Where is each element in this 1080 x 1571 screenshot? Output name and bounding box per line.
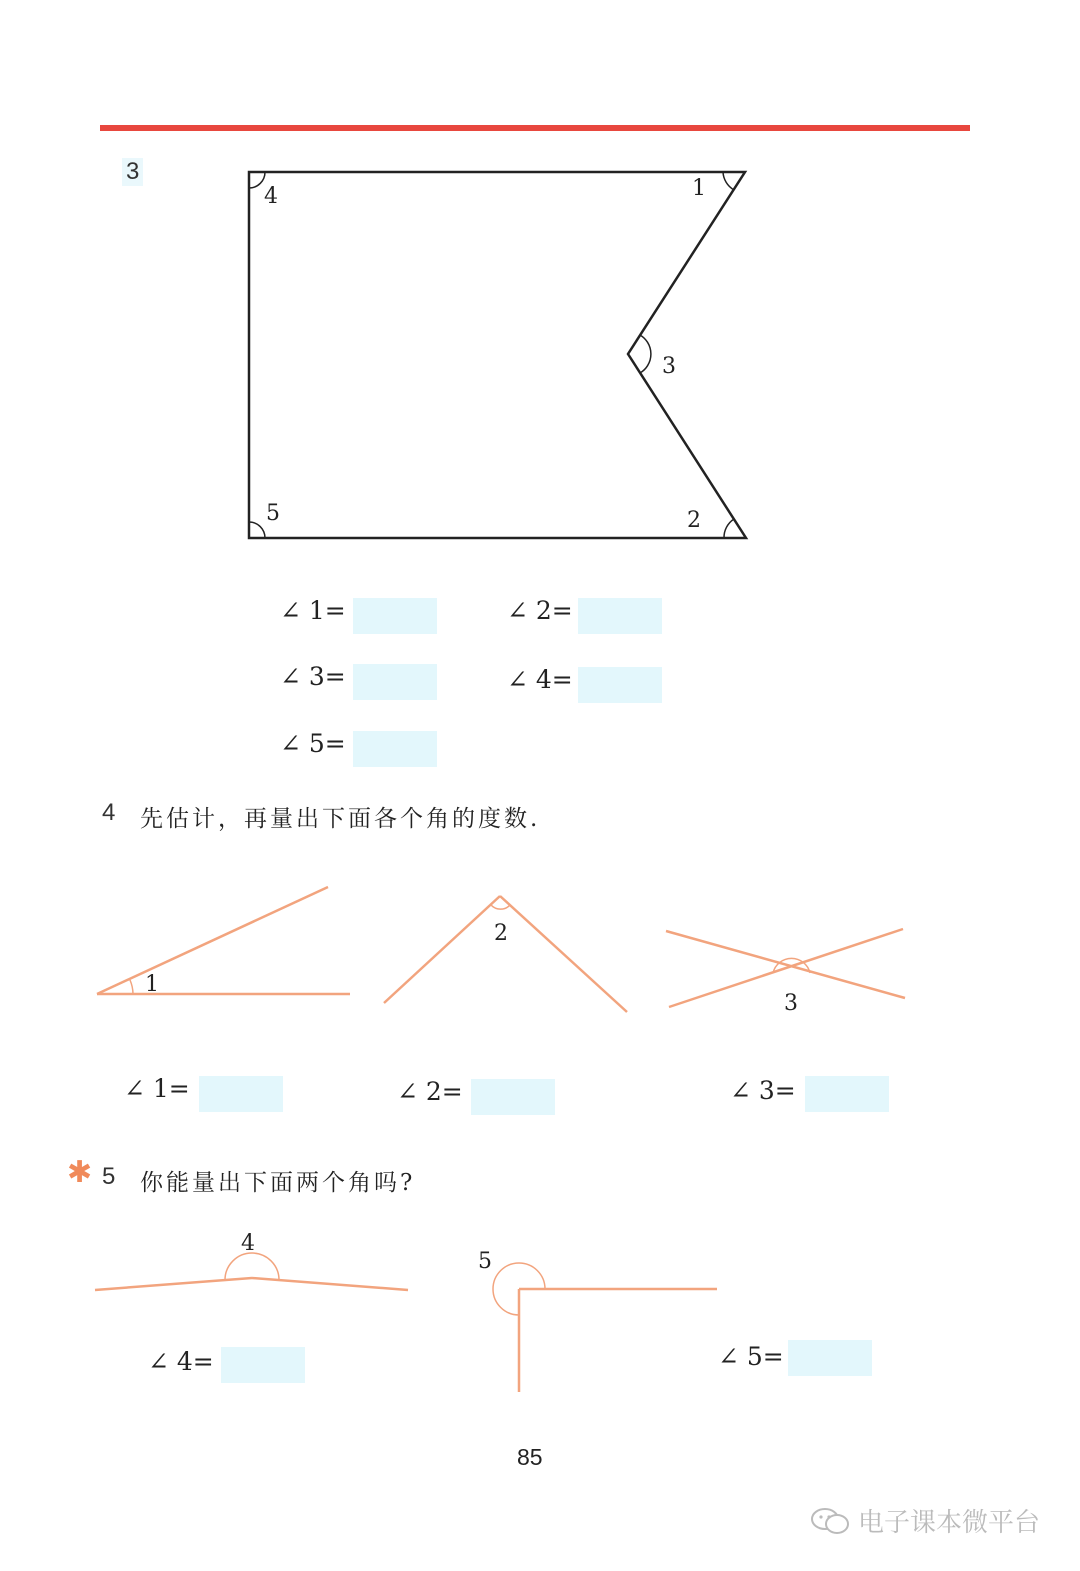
q5-answer-label-4: ∠ 4= [148, 1347, 214, 1376]
chat-bubble-icon [810, 1505, 850, 1537]
q5-answer-label-5: ∠ 5= [718, 1342, 784, 1371]
q5-label-4: 4 [241, 1231, 255, 1256]
q4-answer-label-1: ∠ 1= [124, 1074, 190, 1103]
q4-label-1: 1 [145, 972, 159, 997]
q4-label-3: 3 [784, 991, 798, 1016]
q3-label-1: 1 [692, 176, 706, 201]
q4-text: 先估计，再量出下面各个角的度数. [140, 806, 541, 832]
q5-number: 5 [102, 1163, 116, 1190]
q3-label-3: 3 [662, 354, 676, 379]
q4-answer-label-3: ∠ 3= [730, 1076, 796, 1105]
q4-label-2: 2 [494, 921, 508, 946]
q4-answer-label-2: ∠ 2= [397, 1077, 463, 1106]
watermark-text: 电子课本微平台 [858, 1508, 1041, 1538]
q3-answer-label-1: ∠ 1= [280, 596, 346, 625]
q3-answer-label-2: ∠ 2= [507, 596, 573, 625]
q5-answer-box-5[interactable] [788, 1340, 872, 1376]
watermark [810, 1502, 1040, 1539]
q3-answer-label-3: ∠ 3= [280, 662, 346, 691]
q3-number: 3 [122, 158, 143, 186]
q5-text: 你能量出下面两个角吗? [140, 1170, 416, 1196]
q3-label-4: 4 [264, 184, 278, 209]
page-number: 85 [517, 1444, 543, 1470]
q5-angle4-ray-b [252, 1278, 408, 1290]
q5-angle4-ray-a [95, 1278, 252, 1290]
q3-answer-label-4: ∠ 4= [507, 665, 573, 694]
q3-label-2: 2 [687, 508, 701, 533]
q5-angle4-arc [225, 1253, 279, 1280]
q5-answer-box-4[interactable] [221, 1347, 305, 1383]
star-icon: ✱ [67, 1155, 93, 1190]
q3-label-5: 5 [266, 501, 280, 526]
q4-number: 4 [102, 799, 116, 826]
q5-label-5: 5 [478, 1249, 492, 1274]
q3-answer-label-5: ∠ 5= [280, 729, 346, 758]
